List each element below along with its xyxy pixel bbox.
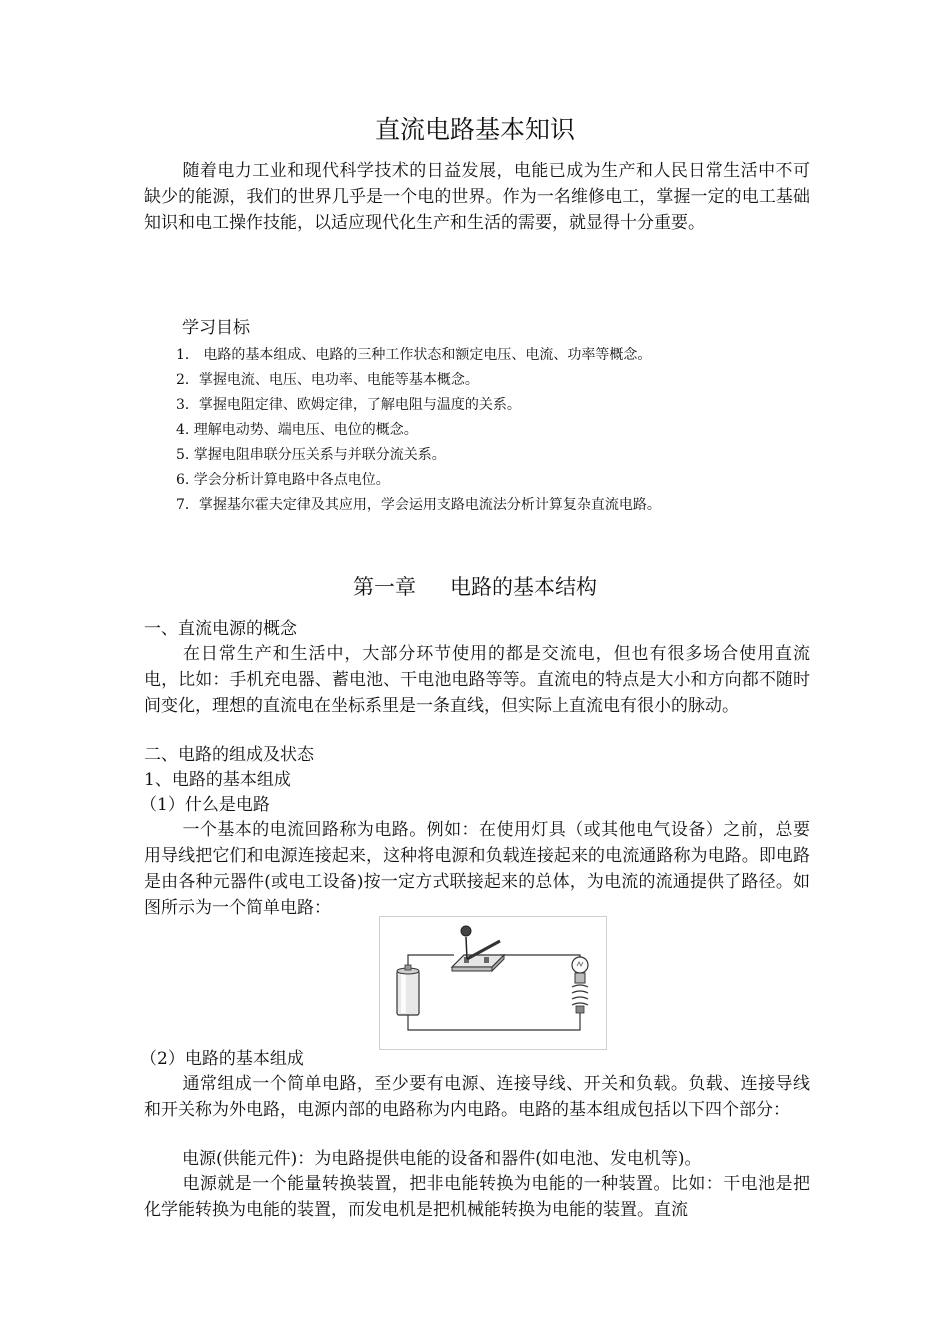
intro-text: 随着电力工业和现代科学技术的日益发展，电能已成为生产和人民日常生活中不可缺少的能源，我们的世界几乎是一个电的世界。作为一名维修电工，掌握一定的电工基础知识和电工操作技能，以适应现代化生产和生活的需要，就显得十分重要。 (144, 161, 810, 233)
objective-item: 3．掌握电阻定律、欧姆定律，了解电阻与温度的关系。 (176, 397, 521, 413)
section1-heading: 一、直流电源的概念 (144, 619, 297, 639)
energy-conversion-text: 电源就是一个能量转换装置，把非电能转换为电能的一种装置。比如：干电池是把化学能转换为电能的装置，而发电机是把机械能转换为电能的装置。直流 (144, 1174, 810, 1220)
question-heading: （2）电路的基本组成 (140, 1049, 304, 1069)
light-bulb-icon (572, 957, 588, 1013)
chapter-title (0, 570, 950, 604)
wire-right-top (500, 955, 580, 972)
power-source-text: 电源(供能元件)：为电路提供电能的设备和器件(如电池、发电机等)。 (182, 1149, 702, 1169)
section1-text: 在日常生产和生活中，大部分环节使用的都是交流电，但也有很多场合使用直流电，比如：手机充电器、蓄电池、干电池电路等等。直流电的特点是大小和方向都不随时间变化，理想的直流电在坐标系里是一条直线，但实际上直流电有很小的脉动。 (144, 644, 810, 716)
power-source-paragraph (144, 1146, 810, 1172)
circuit-text: 一个基本的电流回路称为电路。例如：在使用灯具（或其他电气设备）之前，总要用导线把它们和电源连接起来，这种将电源和负载连接起来的电流通路称为电路。即电路是由各种元器件(或电工设备)按一定方式联接起来的总体，为电流的流通提供了路径。如图所示为一个简单电路： (144, 820, 810, 918)
objectives-heading: 学习目标 (182, 318, 250, 338)
battery-icon (397, 965, 419, 1015)
knife-switch-icon (452, 926, 504, 971)
objective-item: 1． 电路的基本组成、电路的三种工作状态和额定电压、电流、功率等概念。 (176, 347, 652, 363)
section2-heading: 二、电路的组成及状态 (144, 745, 314, 765)
objective-item: 4. 理解电动势、端电压、电位的概念。 (176, 422, 418, 438)
simple-circuit-figure (379, 916, 607, 1050)
objective-item: 7．掌握基尔霍夫定律及其应用，学会运用支路电流法分析计算复杂直流电路。 (176, 497, 661, 513)
simple-circuit-diagram (380, 917, 606, 1049)
wire-bottom (408, 1013, 580, 1030)
objective-item: 2．掌握电流、电压、电功率、电能等基本概念。 (176, 372, 479, 388)
chapter-name: 电路的基本结构 (450, 575, 597, 599)
energy-conversion-paragraph (144, 1171, 810, 1223)
section1-paragraph (144, 641, 810, 719)
document-title: 直流电路基本知识 (374, 115, 575, 144)
objective-item: 6. 学会分析计算电路中各点电位。 (176, 472, 390, 488)
question-heading: （1）什么是电路 (140, 795, 270, 815)
composition-paragraph (144, 1071, 810, 1123)
chapter-number: 第一章 (353, 575, 416, 599)
subsection-heading: 1、电路的基本组成 (144, 770, 291, 790)
objective-item: 5. 掌握电阻串联分压关系与并联分流关系。 (176, 447, 446, 463)
intro-paragraph (144, 158, 810, 236)
wire-left-top (408, 955, 454, 969)
circuit-paragraph (144, 817, 810, 921)
composition-text: 通常组成一个简单电路，至少要有电源、连接导线、开关和负载。负载、连接导线和开关称为外电路，电源内部的电路称为内电路。电路的基本组成包括以下四个部分： (144, 1074, 810, 1120)
objectives-list (176, 343, 661, 518)
